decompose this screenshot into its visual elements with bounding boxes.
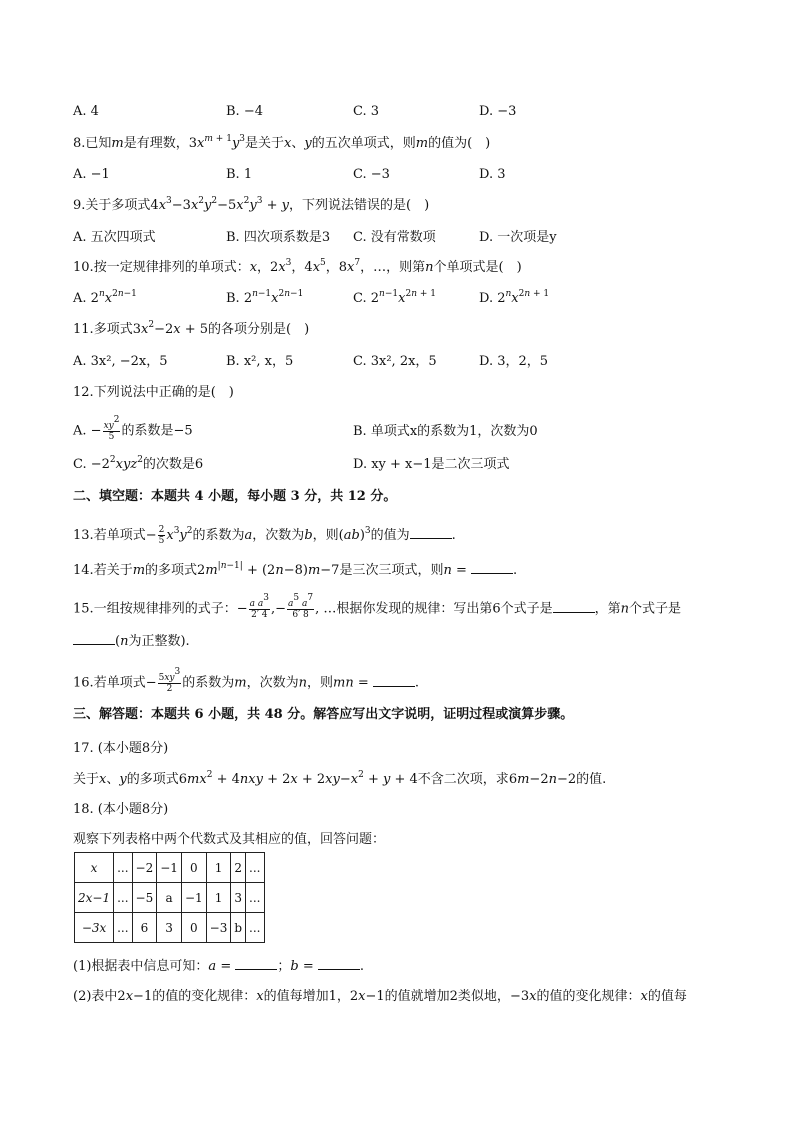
answer-blank[interactable] [235, 957, 277, 970]
answer-blank[interactable] [73, 632, 115, 645]
question-15-cont: (n为正整数). [73, 632, 190, 651]
table-cell: ... [246, 853, 264, 883]
q10-option-c: C. $2^{n-1}x^{2n + 1}$ [353, 289, 436, 306]
table-row [75, 913, 265, 943]
q8-option-d: D. 3 [479, 167, 506, 182]
q12-option-b: B. 单项式x的系数为1，次数为0 [353, 424, 538, 439]
table-cell: b [231, 913, 246, 943]
table-cell: 0 [181, 853, 206, 883]
q7-option-d: D. −3 [479, 104, 517, 119]
table-cell: 0 [181, 913, 206, 943]
table-cell: −5 [132, 883, 157, 913]
table-cell: 6 [132, 913, 157, 943]
answer-blank[interactable] [553, 600, 595, 613]
question-12: 12.下列说法中正确的是( ) [73, 385, 234, 400]
question-18-intro: 观察下列表格中两个代数式及其相应的值，回答问题： [73, 832, 386, 847]
table-cell: 2 [231, 853, 246, 883]
question-17-heading: 17. (本小题8分) [73, 741, 169, 756]
q7-option-a: A. 4 [73, 104, 99, 119]
q9-option-d: D. 一次项是y [479, 230, 557, 245]
answer-blank[interactable] [471, 561, 513, 574]
question-9: 9.关于多项式$4x^3-3x^2y^2-5x^2y^3 + y$，下列说法错误的是( ) [73, 196, 430, 213]
q10-option-d: D. $2^nx^{2n + 1}$ [479, 289, 550, 306]
table-cell: −1 [181, 883, 206, 913]
question-8: 8.已知m是有理数，$3x^{m + 1}y^3$是关于x、y的五次单项式，则m的值为( ) [73, 134, 491, 151]
question-18-heading: 18. (本小题8分) [73, 802, 169, 817]
q10-option-a: A. $2^nx^{2n-1}$ [73, 289, 137, 306]
question-11: 11.多项式$3x^2-2x + 5$的各项分别是( ) [73, 320, 310, 337]
table-cell: ... [246, 913, 264, 943]
table-row [75, 883, 265, 913]
q7-option-c: C. 3 [353, 104, 380, 119]
table-cell: x [75, 853, 114, 883]
q12-option-c: C. $-2^2xyz^2$的次数是6 [73, 455, 204, 472]
answer-blank[interactable] [318, 957, 360, 970]
q11-option-c: C. 3x², 2x，5 [353, 354, 437, 369]
q12-option-d: D. xy + x−1是二次三项式 [353, 457, 510, 472]
q10-option-b: B. $2^{n-1}x^{2n-1}$ [226, 289, 304, 306]
values-table [74, 852, 265, 943]
table-cell: −3x [75, 913, 114, 943]
q8-option-c: C. −3 [353, 167, 390, 182]
answer-blank[interactable] [373, 674, 415, 687]
table-cell: ... [114, 853, 132, 883]
table-cell: ... [246, 883, 264, 913]
question-18-part-1: (1)根据表中信息可知：a = ；b = . [73, 959, 365, 974]
section-3-heading: 三、解答题：本题共 6 小题，共 48 分。解答应写出文字说明，证明过程或演算步骤。 [73, 707, 574, 722]
question-18-part-2: (2)表中2x−1的值的变化规律：x的值每增加1，2x−1的值就增加2类似地，−3x的值的变化规律：x的值每 [73, 989, 687, 1004]
q7-option-b: B. −4 [226, 104, 263, 119]
question-13: 13.若单项式− $\frac{2}{5}$ $x^3y^2$的系数为a，次数为b，则(ab)$^3$的值为 . [73, 525, 456, 546]
table-cell: ... [114, 883, 132, 913]
table-cell: 3 [157, 913, 182, 943]
q8-option-b: B. 1 [226, 167, 253, 182]
answer-blank[interactable] [410, 526, 452, 539]
table-row [75, 853, 265, 883]
table-cell: 2x−1 [75, 883, 114, 913]
q9-option-c: C. 没有常数项 [353, 230, 436, 245]
question-16: 16.若单项式− $\frac{5xy^3}{2}$ 的系数为m，次数为n，则mn = . [73, 667, 420, 694]
question-15: 15.一组按规律排列的式子：− $\frac{a a^3}{2' 4}$ ,− $\frac{a^5 a^7}{6' 8}$ , …根据你发现的规律：写出第6个式子是 ，第n个式子是 [73, 593, 682, 620]
table-cell: −2 [132, 853, 157, 883]
question-10: 10.按一定规律排列的单项式：x，$2x^3$，$4x^5$，$8x^7$，…，则第n个单项式是( ) [73, 258, 522, 275]
table-cell: 1 [206, 883, 231, 913]
q12-option-a: A. − $\frac{xy^2}{5}$ 的系数是−5 [73, 415, 193, 442]
q8-option-a: A. −1 [73, 167, 110, 182]
table-cell: 3 [231, 883, 246, 913]
section-2-heading: 二、填空题：本题共 4 小题，每小题 3 分，共 12 分。 [73, 489, 397, 504]
question-14: 14.若关于m的多项式$2m^{|n-1|} + (2n-8)m-7$是三次三项式，则n = . [73, 561, 518, 578]
question-17: 关于x、y的多项式$6mx^2 + 4nxy + 2x + 2xy-x^2 + y + 4$不含二次项，求6m−2n−2的值. [73, 770, 607, 787]
table-cell: ... [114, 913, 132, 943]
table-cell: a [157, 883, 182, 913]
q11-option-d: D. 3，2，5 [479, 354, 549, 369]
q9-option-a: A. 五次四项式 [73, 230, 156, 245]
table-cell: −3 [206, 913, 231, 943]
table-cell: −1 [157, 853, 182, 883]
table-cell: 1 [206, 853, 231, 883]
q11-option-a: A. 3x², −2x，5 [73, 354, 168, 369]
q11-option-b: B. x², x，5 [226, 354, 294, 369]
q9-option-b: B. 四次项系数是3 [226, 230, 331, 245]
